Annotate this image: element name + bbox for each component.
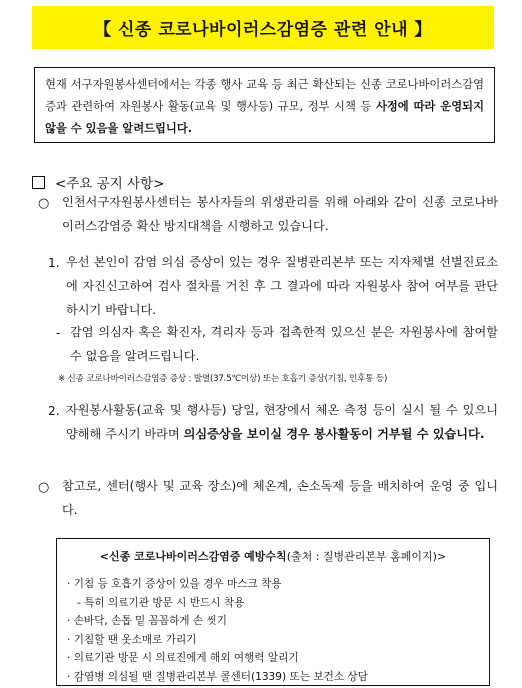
item2-paragraph xyxy=(66,398,498,446)
prevention-list xyxy=(67,575,368,687)
page-title: 【 신종 코로나바이러스감염증 관련 안내 】 xyxy=(32,6,494,49)
prevention-title-bold: <신종 코로나바이러스감염증 예방수칙 xyxy=(99,550,287,563)
checkbox-square-icon xyxy=(32,176,45,189)
section-heading xyxy=(32,172,164,192)
list-item: - 특히 의료기관 방문 시 반드시 착용 xyxy=(77,596,245,609)
prevention-title-source: (출처 : 질병관리본부 홈페이지)> xyxy=(286,550,447,563)
item-number: 2. xyxy=(48,404,60,418)
list-item: · 감염병 의심될 땐 질병관리본부 콜센터(1339) 또는 보건소 상담 xyxy=(67,670,368,683)
notice-bold-text: 사정에 따라 운영되지 않을 수 있음을 알려드립니다. xyxy=(45,100,484,135)
list-item: · 기침할 땐 옷소매로 가리기 xyxy=(67,633,197,646)
item1-paragraph: 우선 본인이 감염 의심 증상이 있는 경우 질병관리본부 또는 지자체별 선별진료소에 자진신고하여 검사 절차를 거친 후 그 결과에 따라 자원봉사 참여 여부를 판단하시기 바랍니다. xyxy=(66,255,498,317)
notice-text: 현재 서구자원봉사센터에서는 각종 행사 교육 등 최근 확산되는 신종 코로나바이러스감염증과 관련하여 자원봉사 활동(교육 및 행사등) 규모, 정부 시책 등 xyxy=(45,78,484,113)
intro-paragraph: 인천서구자원봉사센터는 봉사자들의 위생관리를 위해 아래와 같이 신종 코로나바이러스감염증 확산 방지대책을 시행하고 있습니다. xyxy=(62,195,498,233)
dash-marker: - xyxy=(56,326,61,340)
item2-text: 자원봉사활동(교육 및 행사등) 당일, 현장에서 체온 측정 등이 실시 될 수 있으니 양해해 주시기 바라며 xyxy=(66,403,498,441)
prevention-title xyxy=(57,548,489,564)
list-item: · 의료기관 방문 시 의료진에게 해외 여행력 알리기 xyxy=(67,652,299,665)
notice-box xyxy=(34,67,495,143)
list-item: · 기침 등 호흡기 증상이 있을 경우 마스크 착용 xyxy=(67,578,282,590)
item2-bold-text: 의심증상을 보이실 경우 봉사활동이 거부될 수 있습니다. xyxy=(183,427,485,441)
section-title: <주요 공지 사항> xyxy=(55,176,165,192)
symptom-note: ※ 신종 코로나바이러스감염증 증상 : 발열(37.5℃이상) 또는 호흡기 증상(기침, 인후통 등) xyxy=(58,374,388,384)
prevention-box xyxy=(56,538,490,686)
item1-dash-paragraph: 감염 의심자 혹은 확진자, 격리자 등과 접촉한적 있으신 분은 자원봉사에 참여할 수 없음을 알려드립니다. xyxy=(70,325,498,363)
circle-bullet-icon: ○ xyxy=(38,196,50,211)
circle-bullet-icon: ○ xyxy=(38,480,50,495)
list-item: · 손바닥, 손톱 밑 꼼꼼하게 손 씻기 xyxy=(67,615,227,628)
closing-paragraph: 참고로, 센터(행사 및 교육 장소)에 체온계, 손소독제 등을 배치하여 운영 중 입니다. xyxy=(62,479,498,517)
item-number: 1. xyxy=(48,256,60,270)
